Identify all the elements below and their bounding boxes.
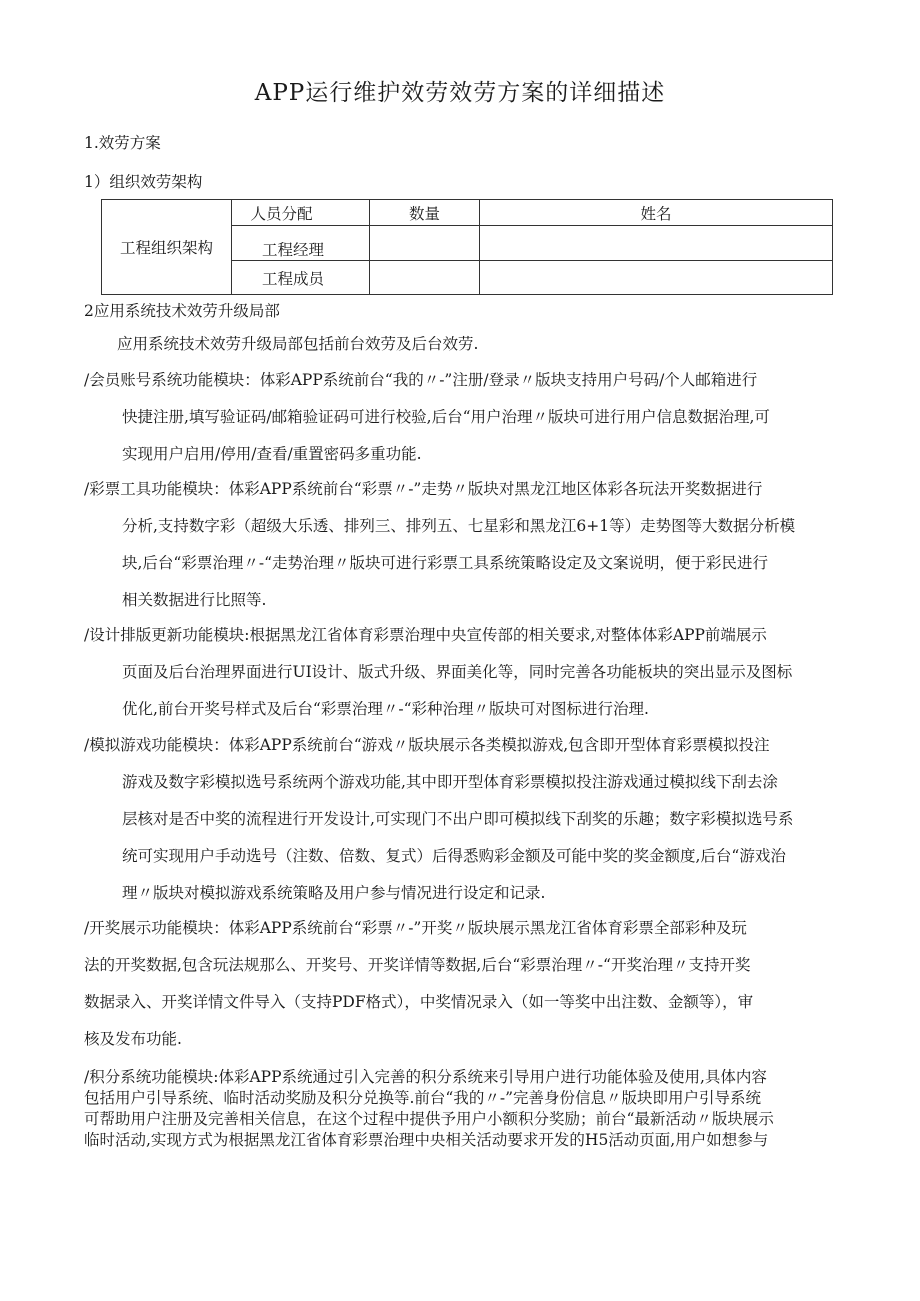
paragraph-line: 分析,支持数字彩（超级大乐透、排列三、排列五、七星彩和黑龙江6+1等）走势图等大数据分析模 (122, 517, 796, 535)
paragraph-line: 统可实现用户手动选号（注数、倍数、复式）后得悉购彩金额及可能中奖的奖金额度,后台“游戏治 (122, 847, 786, 865)
paragraph-line: /开奖展示功能模块：体彩APP系统前台“彩票〃-”开奖〃版块展示黑龙江省体育彩票全部彩种及玩 (84, 919, 747, 937)
module-design-update (84, 617, 792, 728)
paragraph-line: 核及发布功能. (84, 1030, 182, 1048)
table-cell-role: 工程成员 (232, 261, 370, 295)
paragraph-line: 游戏及数字彩模拟选号系统两个游戏功能,其中即开型体育彩票模拟投注游戏通过模拟线下刮去涂 (122, 773, 778, 791)
paragraph-line: /设计排版更新功能模块:根据黑龙江省体育彩票治理中央宣传部的相关要求,对整体体彩APP前端展示 (84, 626, 767, 644)
table-cell-name (480, 261, 833, 295)
paragraph-line: 可帮助用户注册及完善相关信息，在这个过程中提供予用户小额积分奖励；前台“最新活动〃版块展示 (84, 1110, 774, 1128)
table-cell-name (480, 226, 833, 261)
module-draw-display (84, 910, 753, 1058)
paragraph-line: /会员账号系统功能模块：体彩APP系统前台“我的〃-”注册/登录〃版块支持用户号码/个人邮箱进行 (84, 371, 758, 389)
module-member-account (84, 362, 770, 473)
paragraph-line: 页面及后台治理界面进行UI设计、版式升级、界面美化等，同时完善各功能板块的突出显示及图标 (122, 663, 793, 681)
table-header-name: 姓名 (480, 200, 833, 226)
paragraph-line: 数据录入、开奖详情文件导入（支持PDF格式），中奖情况录入（如一等奖中出注数、金额等），审 (84, 993, 754, 1011)
table-header-count: 数量 (370, 200, 480, 226)
paragraph-line: 法的开奖数据,包含玩法规那么、开奖号、开奖详情等数据,后台“彩票治理〃-“开奖治理〃支持开奖 (84, 956, 751, 974)
paragraph-line: 层核对是否中奖的流程进行开发设计,可实现门不出户即可模拟线下刮奖的乐趣；数字彩模拟选号系 (122, 810, 794, 828)
paragraph-line: /积分系统功能模块:体彩APP系统通过引入完善的积分系统来引导用户进行功能体验及使用,具体内容 (84, 1068, 767, 1086)
paragraph-line: 理〃版块对模拟游戏系统策略及用户参与情况进行设定和记录. (122, 884, 546, 902)
module-simulation-game (84, 727, 793, 912)
paragraph-line: 块,后台“彩票治理〃-“走势治理〃版块可进行彩票工具系统策略设定及文案说明，便于彩民进行 (122, 554, 769, 572)
document-title: APP运行维护效劳效劳方案的详细描述 (254, 80, 666, 106)
module-points-system (84, 1067, 774, 1151)
table-header-row (102, 200, 833, 226)
table-row-header: 工程组织架构 (102, 200, 232, 295)
paragraph-line: 包括用户引导系统、临时活动奖励及积分兑换等.前台“我的〃-”完善身份信息〃版块即用户引导系统 (84, 1089, 762, 1107)
table-cell-role: 工程经理 (232, 226, 370, 261)
table-header-role: 人员分配 (232, 200, 370, 226)
table-cell-count (370, 261, 480, 295)
module-lottery-tools (84, 471, 795, 619)
paragraph-line: 优化,前台开奖号样式及后台“彩票治理〃-“彩种治理〃版块可对图标进行治理. (122, 700, 649, 718)
section-1-heading: 1.效劳方案 (84, 134, 161, 152)
paragraph-line: 相关数据进行比照等. (122, 591, 267, 609)
paragraph-line: /彩票工具功能模块：体彩APP系统前台“彩票〃-”走势〃版块对黑龙江地区体彩各玩法开奖数据进行 (84, 480, 763, 498)
paragraph-line: 快捷注册,填写验证码/邮箱验证码可进行校验,后台“用户治理〃版块可进行用户信息数据治理,可 (122, 408, 770, 426)
paragraph-line: 实现用户启用/停用/查看/重置密码多重功能. (122, 445, 422, 463)
paragraph-line: /模拟游戏功能模块：体彩APP系统前台“游戏〃版块展示各类模拟游戏,包含即开型体育彩票模拟投注 (84, 736, 770, 754)
section-2-heading: 2应用系统技术效劳升级局部 (84, 302, 280, 320)
org-structure-table (101, 199, 833, 295)
paragraph-line: 临时活动,实现方式为根据黑龙江省体育彩票治理中央相关活动要求开发的H5活动页面,用户如想参与 (84, 1131, 769, 1149)
section-1-subheading: 1）组织效劳架构 (84, 173, 203, 191)
table-cell-count (370, 226, 480, 261)
section-2-intro: 应用系统技术效劳升级局部包括前台效劳及后台效劳. (117, 335, 479, 353)
